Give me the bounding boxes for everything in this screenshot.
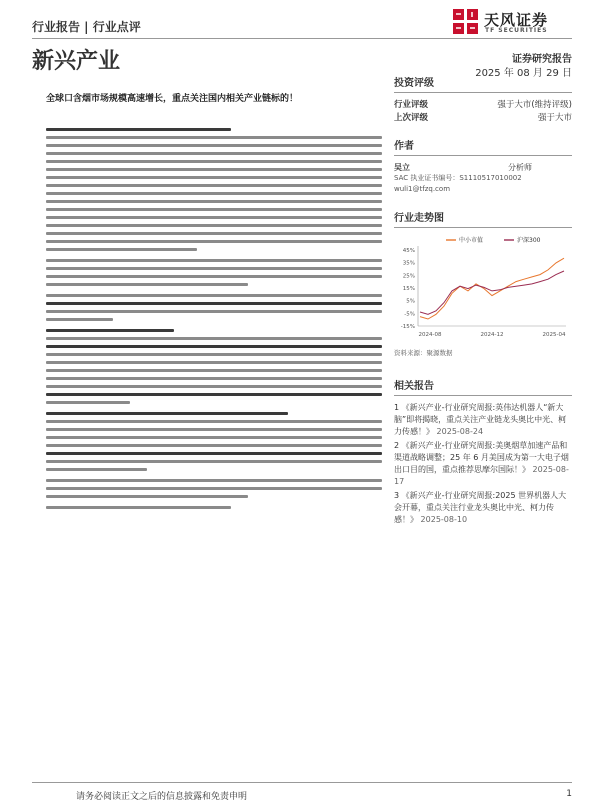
legend-label: 中小市值 <box>459 237 484 244</box>
page-number: 1 <box>566 789 572 799</box>
related-report-item[interactable] <box>394 490 572 526</box>
body-paragraph <box>46 506 382 509</box>
rating-key: 上次评级 <box>394 113 429 123</box>
body-paragraph <box>46 412 382 471</box>
x-tick-label: 2025-04 <box>542 332 566 338</box>
y-tick-label: -15% <box>400 324 415 330</box>
sidebar <box>394 74 572 528</box>
report-type: 行业报告 | 行业点评 <box>32 20 141 34</box>
series-line <box>420 258 564 319</box>
author-title: 作者 <box>394 137 572 156</box>
x-tick-label: 2024-12 <box>480 332 504 338</box>
chart-source: 资料来源：聚源数据 <box>394 349 453 357</box>
author-email[interactable]: wuli1@tfzq.com <box>394 185 451 193</box>
y-tick-label: 45% <box>402 248 415 254</box>
rating-key: 行业评级 <box>394 100 429 110</box>
related-report-text: 3 《新兴产业-行业研究周报:2025 世界机器人大会开幕，重点关注行业龙头奥比中光、柯力传感！》 <box>394 491 567 524</box>
disclaimer-text: 请务必阅读正文之后的信息披露和免责申明 <box>76 792 248 800</box>
related-report-date: 2025-08-17 <box>394 465 569 486</box>
related-report-text: 1 《新兴产业-行业研究周报:英伟达机器人“新大脑”即将揭晓，重点关注产业链龙头奥比中光、柯力传感！》 <box>394 403 567 436</box>
doc-date: 2025 年 08 月 29 日 <box>475 68 572 79</box>
rating-row <box>394 99 572 112</box>
logo-en-text: TF SECURITIES <box>485 27 548 34</box>
trend-title: 行业走势图 <box>394 209 572 228</box>
related-report-date: 2025-08-10 <box>420 515 468 524</box>
top-divider <box>32 38 572 39</box>
rating-row <box>394 112 572 125</box>
logo-cn-text: 天风证券 <box>484 11 549 29</box>
body-paragraph <box>46 259 382 286</box>
y-tick-label: 35% <box>402 260 415 267</box>
company-logo <box>452 8 572 38</box>
related-report-item[interactable] <box>394 440 572 488</box>
rating-value: 强于大市 <box>537 113 572 123</box>
trend-chart <box>394 234 572 346</box>
author-name: 吴立 <box>394 163 410 172</box>
author-license: SAC 执业证书编号：S1110517010002 <box>394 174 522 182</box>
top-bar <box>32 8 572 38</box>
y-tick-label: 15% <box>402 286 415 292</box>
industry-title: 新兴产业 <box>32 49 121 74</box>
rating-title: 投资评级 <box>394 74 572 93</box>
rating-value: 强于大市(维持评级) <box>497 100 572 110</box>
body-paragraph <box>46 329 382 404</box>
related-report-date: 2025-08-24 <box>436 427 484 436</box>
series-line <box>420 271 564 314</box>
author-role: 分析师 <box>508 163 532 172</box>
legend-label: 沪深300 <box>517 237 541 244</box>
related-report-text: 2 《新兴产业-行业研究周报:美奥烟草加速产品和渠道战略调整；25 年 6 月美国成为第一大电子烟出口目的国，重点推荐思摩尔国际！》 <box>394 441 569 474</box>
body-paragraph <box>46 479 382 498</box>
author-row <box>394 162 572 173</box>
body-paragraph <box>46 128 382 251</box>
report-headline: 全球口含烟市场规模高速增长，重点关注国内相关产业链标的！ <box>46 94 299 104</box>
body-paragraph <box>46 294 382 321</box>
logo-mark-icon <box>452 8 480 36</box>
doc-type: 证券研究报告 <box>512 54 572 65</box>
report-body <box>46 92 382 517</box>
trend-chart-svg <box>394 234 572 346</box>
y-tick-label: -5% <box>404 311 415 318</box>
related-report-item[interactable] <box>394 402 572 438</box>
y-tick-label: 25% <box>402 273 415 280</box>
x-tick-label: 2024-08 <box>418 332 442 338</box>
y-tick-label: 5% <box>406 298 415 305</box>
footer <box>32 782 572 800</box>
related-title: 相关报告 <box>394 377 572 396</box>
